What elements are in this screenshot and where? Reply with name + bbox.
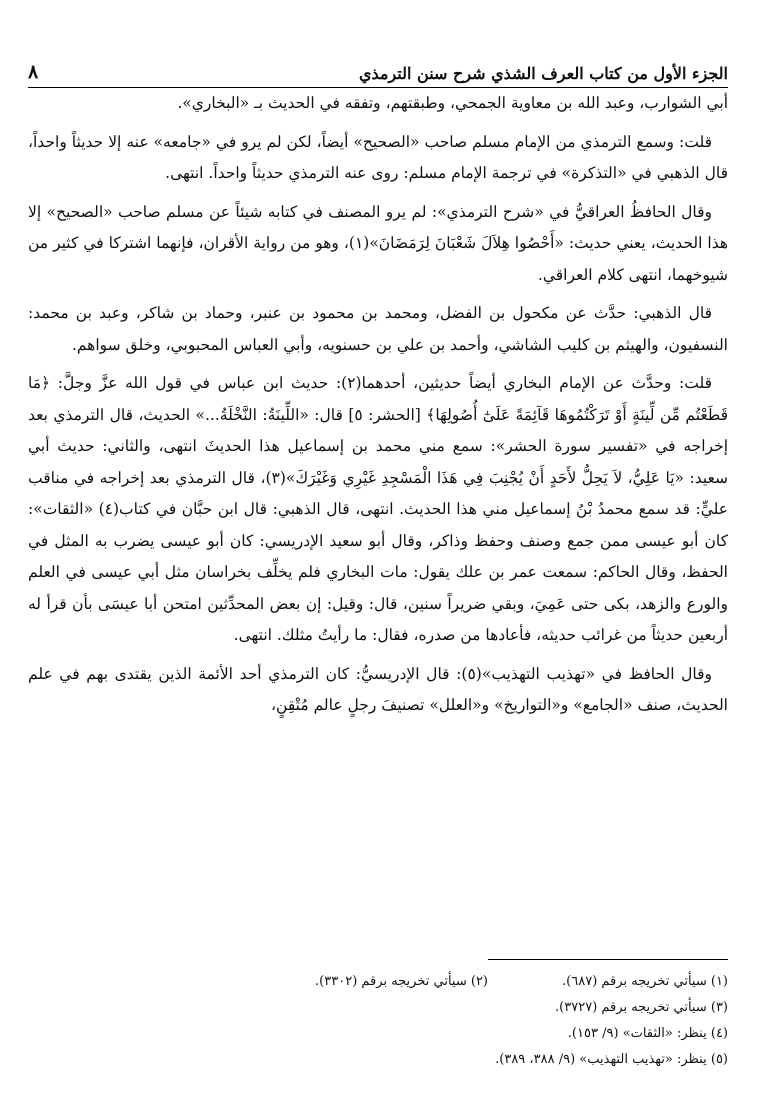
- footnote: (٣) سيأتي تخريجه برقم (٣٧٢٧).: [555, 1000, 728, 1015]
- page-number: ٨: [28, 61, 39, 83]
- footnote: (٤) ينظر: «الثقات» (٩/ ١٥٣).: [567, 1026, 728, 1041]
- footnote: (٢) سيأتي تخريجه برقم (٣٣٠٢).: [315, 974, 488, 989]
- footnote: (٥) ينظر: «تهذيب التهذيب» (٩/ ٣٨٨، ٣٨٩).: [495, 1052, 728, 1067]
- main-text: [28, 88, 728, 722]
- footnote: (١) سيأتي تخريجه برقم (٦٨٧).: [562, 974, 728, 989]
- paragraph: قلت: وحدَّث عن الإمام البخاري أيضاً حديثين، أحدهما(٢): حديث ابن عباس في قول الله عزَّ وجلَّ: ﴿مَا قَطَعْتُم مِّن لِّينَةٍ أَوْ تَرَكْتُمُوهَا قَآئِمَةً عَلَىٰٓ أُصُولِهَا﴾ [الحشر: ٥] قال: «اللِّينَةُ: النَّخْلَةُ...» الحديث، قال الترمذي بعد إخراجه في «تفسير سورة الحشر»: سمع مني محمد بن إسماعيل هذا الحديثَ انتهى، والثاني: حديث أبي سعيد: «يَا عَلِيُّ، لاَ يَحِلُّ لأَحَدٍ أَنْ يُجْنِبَ فِي هَذَا الْمَسْجِدِ غَيْرِي وَغَيْرَكَ»(٣)، قال الترمذي بعد إخراجه في مناقب عليٍّ: قد سمع محمدُ بْنُ إسماعيل مني هذا الحديث. انتهى، قال الذهبي: قال ابن حبَّان في كتاب(٤) «الثقات»: كان أبو عيسى ممن جمع وصنف وحفظ وذاكر، وقال أبو سعيد الإدريسي: كان أبو عيسى يضرب به المثل في الحفظ، وقال الحاكم: سمعت عمر بن علك يقول: مات البخاري فلم يخلِّف بخراسان مثل أبي عيسى في العلم والورع والزهد، بكى حتى عَمِيَ، وبقي ضريراً سنين، قال: وقيل: إن بعض المحدِّثين امتحن أبا عيسَى بأن قرأ له أربعين حديثاً من غرائب حديثه، فأعادها من صدره، فقال: ما رأيتُ مثلك. انتهى.: [28, 374, 728, 644]
- paragraph: قلت: وسمع الترمذي من الإمام مسلم صاحب «الصحيح» أيضاً، لكن لم يرو في «جامعه» عنه إلا حديثاً واحداً، قال الذهبي في «التذكرة» في ترجمة الإمام مسلم: روى عنه الترمذي حديثاً واحداً. انتهى.: [28, 132, 728, 182]
- book-page: [28, 54, 728, 1094]
- page-header: [28, 54, 728, 88]
- footnotes: [28, 969, 728, 1073]
- paragraph: قال الذهبي: حدَّث عن مكحول بن الفضل، ومحمد بن محمود بن عنبر، وحماد بن شاكر، وعبد بن محمد: النسفيون، والهيثم بن كليب الشاشي، وأحمد بن علي بن حسنويه، وأبي العباس المحبوبي، وخلق سواهم.: [28, 304, 728, 354]
- paragraph: وقال الحافظُ العراقيُّ في «شرح الترمذي»: لم يرو المصنف في كتابه شيئاً عن مسلم صاحب «الصحيح» إلا هذا الحديث، يعني حديث: «أَحْصُوا هِلاَلَ شَعْبَانَ لِرَمَضَانَ»(١)، وهو من رواية الأقران، فإنهما اشتركا في كثير من شيوخهما، انتهى كلام العراقي.: [28, 202, 729, 284]
- footnote-separator: [488, 959, 728, 960]
- paragraph: وقال الحافظ في «تهذيب التهذيب»(٥): قال الإدريسيُّ: كان الترمذي أحد الأئمة الذين يقتدى بهم في علم الحديث، صنف «الجامع» و«التواريخ» و«العلل» تصنيفَ رجلٍ عالم مُتْقِنٍ،: [28, 664, 728, 714]
- footnote-row: [28, 969, 728, 995]
- paragraph: أبي الشوارب، وعبد الله بن معاوية الجمحي، وطبقتهم، وتفقه في الحديث بـ «البخاري».: [177, 94, 728, 112]
- running-title: الجزء الأول من كتاب العرف الشذي شرح سنن الترمذي: [358, 64, 728, 83]
